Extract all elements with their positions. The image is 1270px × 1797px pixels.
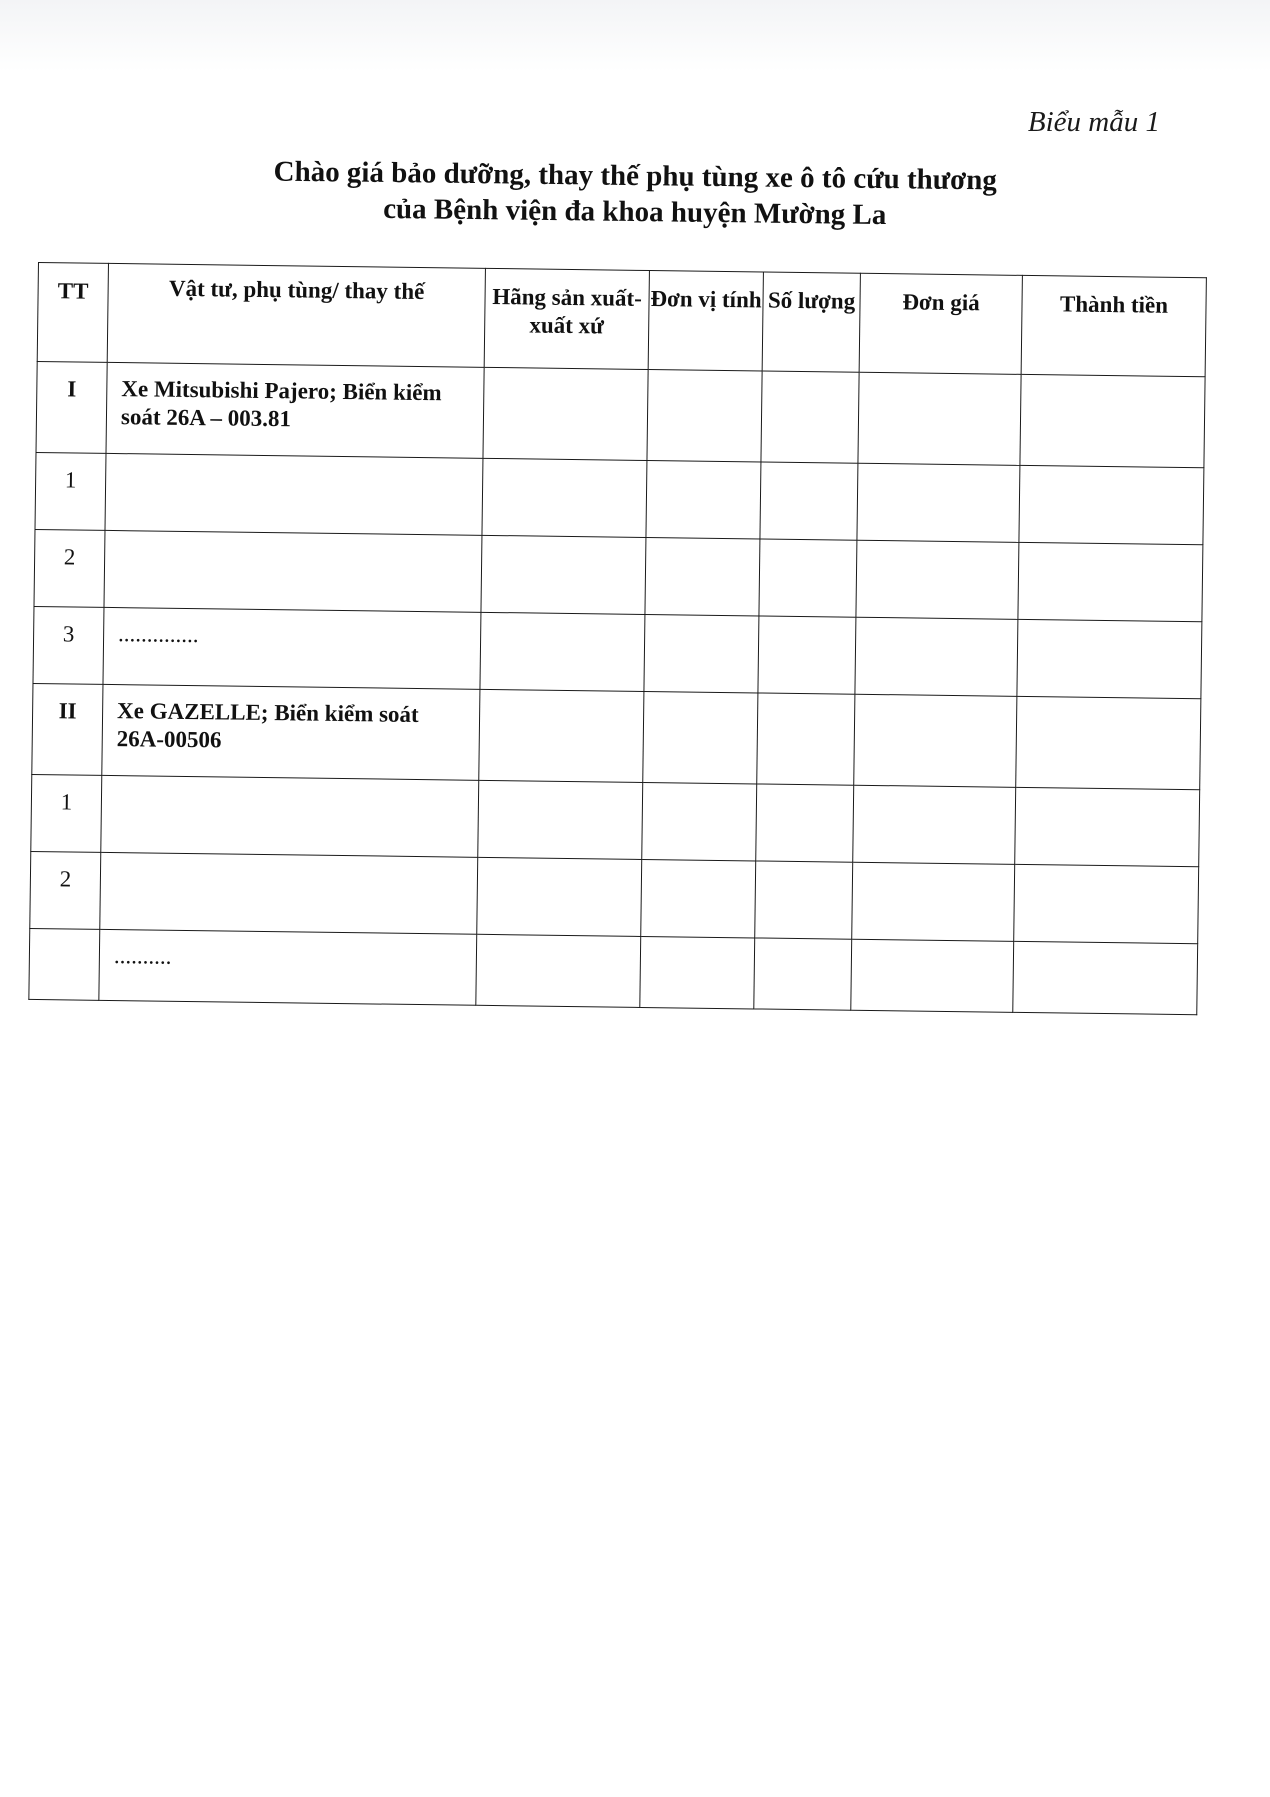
row-total-cell (1013, 941, 1198, 1014)
row-unit-price-cell (858, 372, 1021, 465)
row-item (101, 775, 479, 857)
form-number-label: Biểu mẫu 1 (1027, 106, 1160, 138)
header-total: Thành tiền (1021, 275, 1206, 376)
row-unit-cell (640, 936, 755, 1008)
document-title (100, 151, 1171, 236)
row-manufacturer-cell (483, 367, 648, 460)
row-unit-cell (644, 614, 759, 692)
row-item (105, 453, 483, 535)
title-line-2: của Bệnh viện đa khoa huyện Mường La (382, 192, 887, 232)
row-total-cell (1017, 619, 1202, 698)
row-total-cell (1016, 696, 1201, 789)
header-tt: TT (37, 263, 108, 363)
row-tt: 1 (31, 774, 102, 852)
row-quantity-cell (755, 861, 853, 939)
row-total-cell (1015, 787, 1200, 866)
row-item: .............. (103, 607, 481, 689)
row-manufacturer-cell (482, 458, 647, 537)
row-total-cell (1014, 864, 1199, 943)
table-header-row (37, 263, 1206, 377)
row-quantity-cell (758, 616, 856, 694)
row-total-cell (1020, 374, 1205, 467)
header-unit-price: Đơn giá (859, 273, 1022, 374)
row-unit-cell (642, 782, 757, 860)
row-quantity-cell (756, 784, 854, 862)
row-unit-cell (641, 859, 756, 937)
row-unit-price-cell (855, 617, 1018, 696)
row-quantity-cell (759, 539, 857, 617)
row-manufacturer-cell (479, 689, 644, 782)
row-unit-price-cell (852, 862, 1015, 941)
row-unit-cell (647, 369, 762, 461)
row-unit-price-cell (856, 540, 1019, 619)
row-tt (29, 928, 100, 1000)
row-tt: 2 (30, 851, 101, 929)
table-row (29, 928, 1198, 1014)
quotation-table-container (28, 262, 1206, 1015)
row-total-cell (1019, 465, 1204, 544)
header-quantity: Số lượng (762, 272, 860, 372)
row-tt: II (32, 683, 103, 775)
row-manufacturer-cell (481, 535, 646, 614)
row-tt: I (36, 361, 107, 453)
table-row-group-1 (36, 361, 1205, 467)
row-unit-price-cell (857, 463, 1020, 542)
row-item: Xe GAZELLE; Biển kiểm soát 26A-00506 (102, 684, 480, 780)
table-row-group-2 (32, 683, 1201, 789)
row-quantity-cell (754, 938, 852, 1010)
row-unit-cell (643, 691, 758, 783)
row-manufacturer-cell (477, 857, 642, 936)
row-item (100, 852, 478, 934)
row-unit-price-cell (853, 785, 1016, 864)
quotation-table (28, 262, 1207, 1015)
row-unit-price-cell (854, 694, 1017, 787)
row-quantity-cell (760, 462, 858, 540)
row-tt: 2 (34, 529, 105, 607)
row-unit-cell (645, 537, 760, 615)
row-total-cell (1018, 542, 1203, 621)
row-quantity-cell (757, 693, 855, 785)
row-item: Xe Mitsubishi Pajero; Biển kiểm soát 26A – 003.81 (106, 362, 484, 458)
row-unit-price-cell (851, 939, 1014, 1012)
row-manufacturer-cell (476, 934, 641, 1007)
header-manufacturer: Hãng sản xuất- xuất xứ (484, 268, 649, 369)
row-quantity-cell (761, 371, 859, 463)
header-item: Vật tư, phụ tùng/ thay thế (107, 263, 485, 367)
row-tt: 3 (33, 606, 104, 684)
row-manufacturer-cell (480, 612, 645, 691)
header-unit: Đơn vị tính (648, 271, 763, 371)
row-item: .......... (99, 929, 477, 1005)
row-unit-cell (646, 460, 761, 538)
title-line-1: Chào giá bảo dưỡng, thay thế phụ tùng xe ô tô cứu thương (273, 155, 998, 197)
row-item (104, 530, 482, 612)
row-manufacturer-cell (478, 780, 643, 859)
row-tt: 1 (35, 452, 106, 530)
